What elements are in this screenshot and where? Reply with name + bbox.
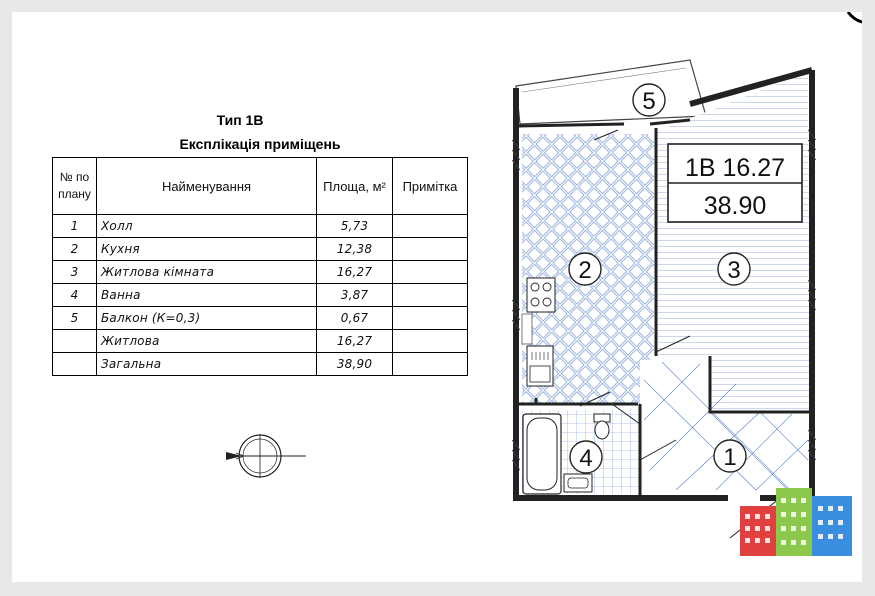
svg-text:1: 1 [723, 444, 737, 471]
row-number: 5 [53, 307, 97, 330]
row-name: Житлова [97, 330, 317, 353]
row-name: Загальна [97, 353, 317, 376]
washbasin-icon [564, 474, 592, 492]
svg-text:3: 3 [727, 257, 741, 284]
room-marker-4 [570, 441, 602, 473]
room-marker-3 [718, 253, 750, 285]
room-marker-5 [633, 84, 665, 116]
svg-text:4: 4 [579, 445, 593, 472]
balcony-area [516, 60, 706, 124]
row-number: 4 [53, 284, 97, 307]
row-area: 0,67 [317, 307, 393, 330]
row-number: 3 [53, 261, 97, 284]
row-area: 16,27 [317, 330, 393, 353]
header-area: Площа, м² [317, 158, 393, 215]
row-area: 16,27 [317, 261, 393, 284]
sink-icon [527, 346, 553, 386]
apartment-type-title: Тип 1В [216, 112, 264, 128]
svg-text:5: 5 [642, 88, 656, 115]
apartment-label: 1В 16.27 [684, 154, 786, 182]
bathtub-icon [523, 414, 561, 494]
header-name: Найменування [97, 158, 317, 215]
room-marker-2 [569, 253, 601, 285]
row-area: 5,73 [317, 215, 393, 238]
row-number: 1 [53, 215, 97, 238]
row-area: 3,87 [317, 284, 393, 307]
svg-text:2: 2 [578, 257, 592, 284]
row-name: Житлова кімната [97, 261, 317, 284]
stove-icon [527, 278, 555, 312]
room-marker-1 [714, 440, 746, 472]
toilet-icon [594, 414, 610, 439]
row-name: Холл [97, 215, 317, 238]
row-name: Балкон (К=0,3) [97, 307, 317, 330]
explication-title: Експлікація приміщень [179, 136, 341, 152]
row-area: 38,90 [317, 353, 393, 376]
apartment-total-area: 38.90 [703, 192, 767, 220]
row-area: 12,38 [317, 238, 393, 261]
header-number: № по плану [53, 158, 97, 215]
row-name: Кухня [97, 238, 317, 261]
row-name: Ванна [97, 284, 317, 307]
row-number: 2 [53, 238, 97, 261]
watermark-logo-icon [740, 488, 852, 556]
header-note: Примітка [393, 158, 468, 215]
